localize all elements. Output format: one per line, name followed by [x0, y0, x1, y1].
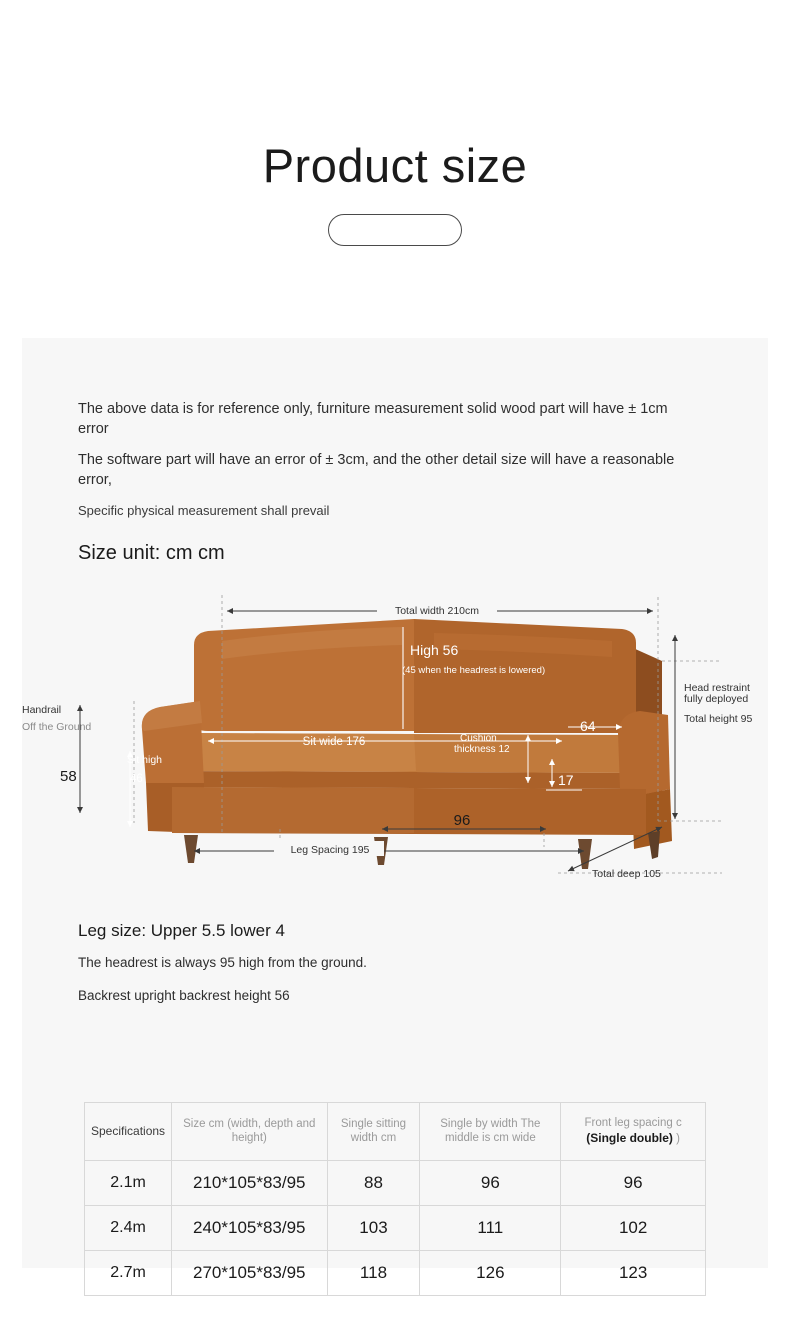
disclaimer-notes [22, 338, 768, 565]
front-leg-tail: ) [676, 1132, 680, 1145]
dim-leg-spacing: Leg Spacing 195 [290, 843, 370, 856]
cell-single-sitting: 118 [327, 1251, 420, 1296]
cell-front-leg: 123 [561, 1251, 706, 1296]
cell-front-leg: 96 [561, 1161, 706, 1206]
page-header [0, 0, 790, 246]
cell-single-sitting: 88 [327, 1161, 420, 1206]
col-header-single-sitting: Single sitting width cm [327, 1103, 420, 1161]
dim-total-width: Total width 210cm [394, 604, 480, 617]
table-head [85, 1103, 706, 1161]
specification-table-wrapper [84, 1102, 706, 1296]
table-row [85, 1161, 706, 1206]
table-row [85, 1251, 706, 1296]
sofa-dimension-diagram [22, 583, 768, 913]
cell-single-by-width: 126 [420, 1251, 561, 1296]
cell-size: 210*105*83/95 [172, 1161, 327, 1206]
col-header-size: Size cm (width, depth and height) [172, 1103, 327, 1161]
cell-size: 240*105*83/95 [172, 1206, 327, 1251]
dim-handrail-value: 58 [60, 767, 77, 785]
col-header-front-leg-spacing [561, 1103, 706, 1161]
single-double-text: (Single double) [586, 1130, 673, 1145]
dim-total-height: Total height 95 [684, 712, 753, 725]
cell-front-leg: 102 [561, 1206, 706, 1251]
title-pill-decoration [328, 214, 462, 246]
cell-single-by-width: 96 [420, 1161, 561, 1206]
cell-size: 270*105*83/95 [172, 1251, 327, 1296]
dim-handrail-label: Handrail [22, 703, 62, 716]
dim-off-ground-label: Off the Ground [22, 720, 92, 733]
front-leg-text: Front leg spacing c [584, 1116, 682, 1129]
cell-single-by-width: 111 [420, 1206, 561, 1251]
product-size-panel [22, 338, 768, 1282]
dim-sit-high-value: 46 [130, 772, 143, 785]
headrest-note: The headrest is always 95 high from the ground. [78, 954, 367, 970]
note-line-1: The above data is for reference only, furniture measurement solid wood part will have ± 1cm error [78, 401, 668, 437]
dim-sit-high-label: Sit high [127, 753, 163, 766]
note-line-3: Specific physical measurement shall prevail [78, 503, 330, 519]
specification-table [84, 1102, 706, 1296]
cell-spec: 2.1m [85, 1161, 172, 1206]
dim-total-deep: Total deep 105 [592, 867, 661, 880]
dim-high: High 56 [410, 641, 459, 658]
cell-spec: 2.4m [85, 1206, 172, 1251]
table-body [85, 1161, 706, 1296]
size-unit-title: Size unit: cm cm [78, 541, 225, 564]
table-header-row [85, 1103, 706, 1161]
dim-arm-width: 64 [580, 717, 596, 734]
page-title: Product size [262, 139, 528, 192]
col-header-specifications: Specifications [85, 1103, 172, 1161]
dim-sit-wide: Sit wide 176 [302, 735, 366, 748]
leg-size-note: Leg size: Upper 5.5 lower 4 [78, 920, 285, 940]
lower-notes [22, 913, 768, 1003]
cell-spec: 2.7m [85, 1251, 172, 1296]
table-row [85, 1206, 706, 1251]
dim-center-leg: 96 [453, 811, 471, 829]
note-line-2: The software part will have an error of ± 3cm, and the other detail size will have a reasonable error, [78, 452, 675, 488]
backrest-note: Backrest upright backrest height 56 [78, 987, 290, 1003]
dim-fully-deployed: fully deployed [684, 692, 749, 705]
cell-single-sitting: 103 [327, 1206, 420, 1251]
dim-cushion-thickness: thickness 12 [454, 743, 510, 755]
dim-arm-depth: 17 [558, 771, 574, 788]
dim-high-sub: (45 when the headrest is lowered) [402, 664, 546, 676]
dim-cushion-label: Cushion [460, 732, 497, 744]
dim-head-restraint: Head restraint [684, 681, 750, 694]
col-header-single-by-width: Single by width The middle is cm wide [420, 1103, 561, 1161]
